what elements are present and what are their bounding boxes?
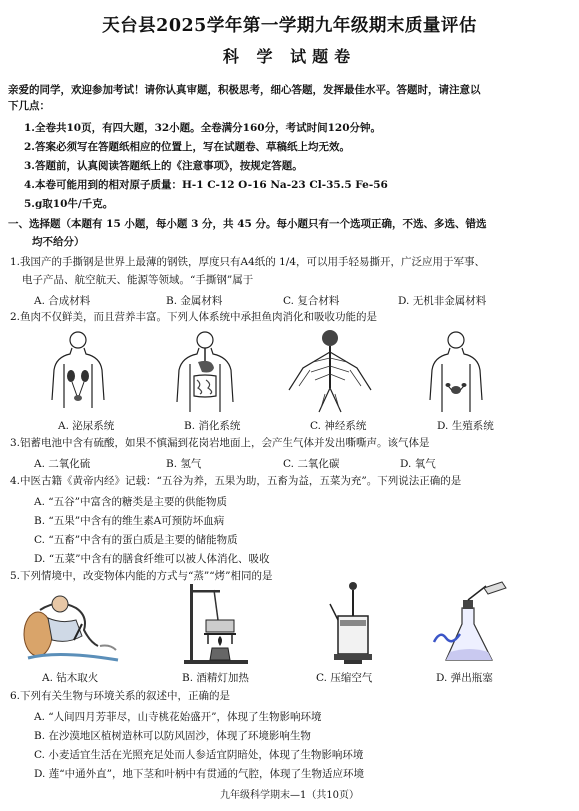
q1-stem-line-2: 电子产品、航空航天、能源等领域。“手撕钢”属于 (22, 274, 254, 286)
section-heading-line-2: 均不给分） (32, 236, 85, 248)
figure-digestive-system (170, 330, 240, 414)
q5-option-a: A. 钻木取火 (42, 672, 99, 684)
section-heading-line-1: 一、选择题（本题有 15 小题，每小题 3 分，共 45 分。每小题只有一个选项正确，不选、多选、错选 (8, 218, 487, 230)
q1-stem-line-1: 1.我国产的手撕钢是世界上最薄的钢铁，厚度只有A4纸的 1/4，可以用手轻易撕开，广泛应用于军事、 (10, 256, 486, 268)
intro-note-4: 4.本卷可能用到的相对原子质量：H-1 C-12 O-16 Na-23 Cl-35.5 Fe-56 (24, 179, 388, 191)
q2-option-a: A. 泌尿系统 (58, 420, 115, 432)
intro-note-5: 5.g取10牛/千克。 (24, 198, 114, 210)
q6-stem: 6.下列有关生物与环境关系的叙述中，正确的是 (10, 690, 231, 702)
page-footer: 九年级科学期末—1（共10页） (219, 790, 360, 801)
q1-option-c: C. 复合材料 (283, 295, 340, 307)
intro-note-2: 2.答案必须写在答题纸相应的位置上，写在试题卷、草稿纸上均无效。 (24, 141, 350, 153)
figure-nervous-system (285, 328, 375, 414)
q5-option-c: C. 压缩空气 (316, 672, 373, 684)
intro-line-2: 下几点： (8, 100, 50, 112)
q1-option-a: A. 合成材料 (34, 295, 91, 307)
q2-stem: 2.鱼肉不仅鲜美，而且营养丰富。下列人体系统中承担鱼肉消化和吸收功能的是 (10, 311, 378, 323)
q4-option-b: B. “五果”中含有的维生素A可预防坏血病 (34, 515, 225, 527)
q4-stem: 4.中医古籍《黄帝内经》记载：“五谷为养，五果为助，五畜为益，五菜为充”。下列说法正确的是 (10, 475, 462, 487)
q5-option-b: B. 酒精灯加热 (182, 672, 249, 684)
figure-urinary-system (48, 330, 108, 410)
intro-note-1: 1.全卷共10页，有四大题，32小题。全卷满分160分，考试时间120分钟。 (24, 122, 382, 134)
q5-option-d: D. 弹出瓶塞 (436, 672, 493, 684)
q1-option-d: D. 无机非金属材料 (398, 295, 487, 307)
q4-option-c: C. “五畜”中含有的蛋白质是主要的储能物质 (34, 534, 238, 546)
figure-alcohol-lamp-heating (176, 580, 256, 666)
q2-option-b: B. 消化系统 (184, 420, 241, 432)
q6-option-a: A. “人间四月芳菲尽，山寺桃花始盛开”，体现了生物影响环境 (34, 711, 322, 723)
q6-option-b: B. 在沙漠地区植树造林可以防风固沙，体现了环境影响生物 (34, 730, 311, 742)
q1-option-b: B. 金属材料 (166, 295, 223, 307)
q6-option-c: C. 小麦适宜生活在光照充足处而人参适宜阴暗处，体现了生物影响环境 (34, 749, 364, 761)
page-subtitle: 科 学 试题卷 (222, 47, 357, 66)
intro-line-1: 亲爱的同学，欢迎参加考试！请你认真审题，积极思考，细心答题，发挥最佳水平。答题时，请注意以 (8, 84, 481, 96)
page-title: 天台县2025学年第一学期九年级期末质量评估 (102, 16, 477, 36)
q4-option-a: A. “五谷”中富含的糖类是主要的供能物质 (34, 496, 227, 508)
q3-option-a: A. 二氧化硫 (34, 458, 91, 470)
q6-option-d: D. 莲“中通外直”，地下茎和叶柄中有贯通的气腔，体现了生物适应环境 (34, 768, 364, 780)
q3-option-b: B. 氢气 (166, 458, 202, 470)
q3-option-c: C. 二氧化碳 (283, 458, 340, 470)
q4-option-d: D. “五菜”中含有的膳食纤维可以被人体消化、吸收 (34, 553, 270, 565)
figure-drilling-wood (18, 584, 128, 666)
q2-option-d: D. 生殖系统 (437, 420, 494, 432)
q2-option-c: C. 神经系统 (310, 420, 367, 432)
q3-stem: 3.铝蓄电池中含有硫酸，如果不慎漏到花岗岩地面上，会产生气体并发出嘶嘶声。该气体是 (10, 437, 430, 449)
q5-stem: 5.下列情境中，改变物体内能的方式与“蒸”“烤”相同的是 (10, 570, 273, 582)
figure-stopper-pop (426, 580, 510, 666)
figure-compress-air (328, 580, 378, 666)
figure-reproductive-system (426, 330, 486, 414)
q3-option-d: D. 氧气 (400, 458, 436, 470)
intro-note-3: 3.答题前，认真阅读答题纸上的《注意事项》，按规定答题。 (24, 160, 303, 172)
